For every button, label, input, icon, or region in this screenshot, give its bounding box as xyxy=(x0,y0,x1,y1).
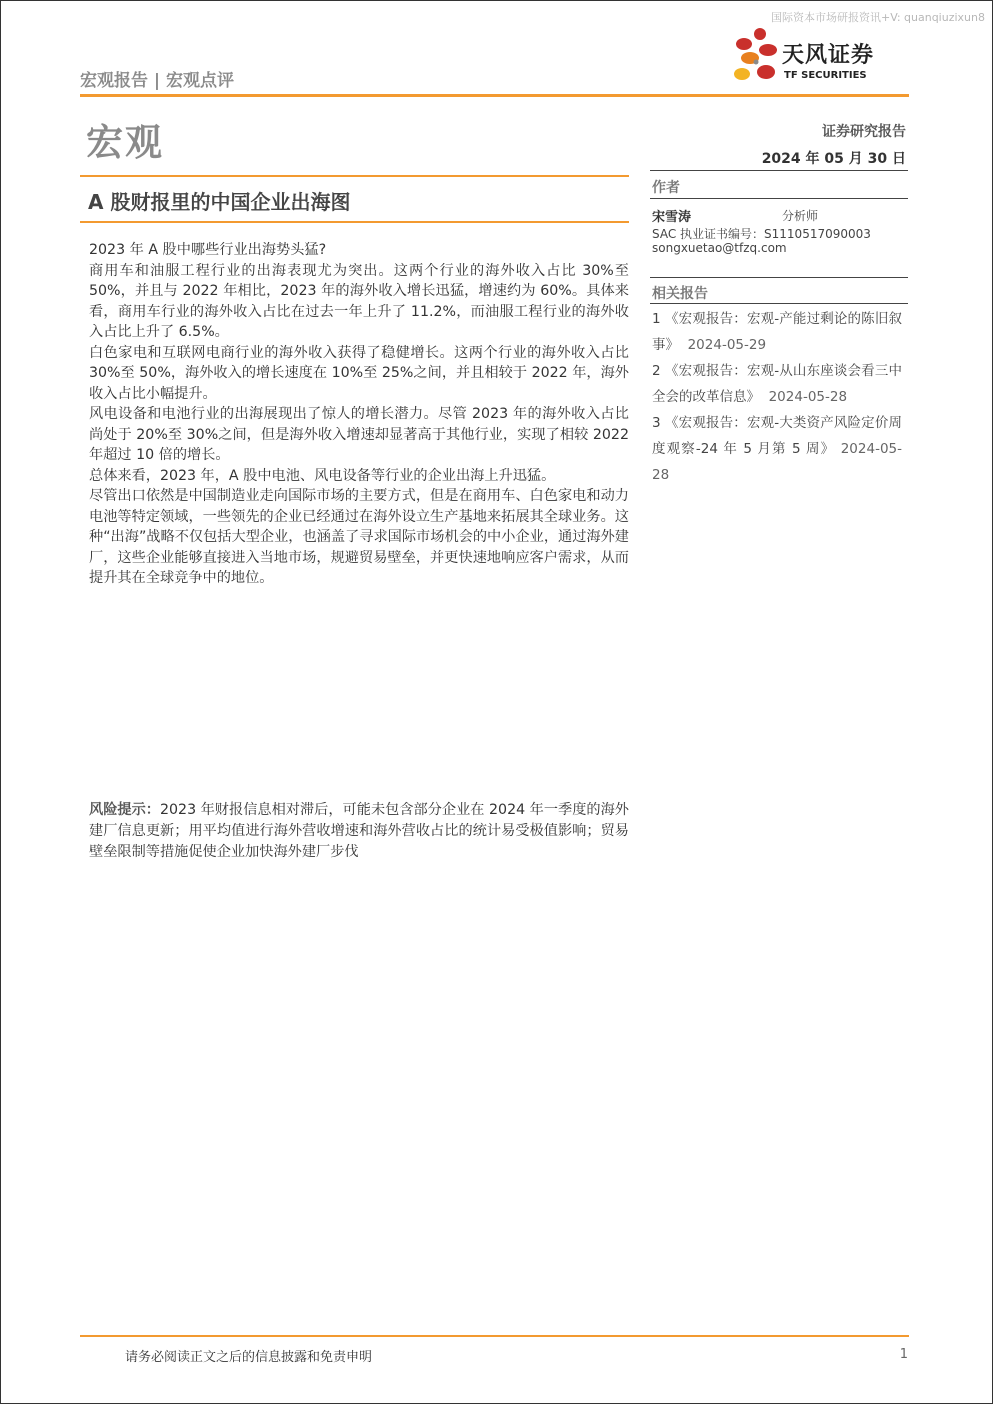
body-paragraph: 尽管出口依然是中国制造业走向国际市场的主要方式，但是在商用车、白色家电和动力电池等特定领域，一些领先的企业已经通过在海外设立生产基地来拓展其全球业务。这种“出海”战略不仅包括大型企业，也涵盖了寻求国际市场机会的中小企业，通过海外建厂，这些企业能够直接进入当地市场，规避贸易壁垒，并更快速地响应客户需求，从而提升其在全球竞争中的地位。 xyxy=(89,488,629,586)
body-paragraph: 白色家电和互联网电商行业的海外收入获得了稳健增长。这两个行业的海外收入占比 30%至 50%，海外收入的增长速度在 10%至 25%之间，并且相较于 2022 年，海外收入占比小幅提升。 xyxy=(89,344,629,402)
report-body xyxy=(89,240,629,589)
risk-warning xyxy=(89,800,629,863)
related-report-title: 2 《宏观报告：宏观-从山东座谈会看三中全会的改革信息》 xyxy=(652,363,902,405)
body-paragraph: 总体来看，2023 年，A 股中电池、风电设备等行业的企业出海上升迅猛。 xyxy=(89,467,556,484)
related-report-date: 2024-05-28 xyxy=(652,441,902,483)
related-bottom-divider xyxy=(650,303,908,304)
watermark-text: 国际资本市场研报资讯+V: quanqiuzixun8 xyxy=(770,11,985,24)
related-report-item[interactable] xyxy=(652,410,902,488)
logo-petals-icon xyxy=(730,24,782,88)
risk-text: 2023 年财报信息相对滞后，可能未包含部分企业在 2024 年一季度的海外建厂信息更新；用平均值进行海外营收增速和海外营收占比的统计易受极值影响；贸易壁垒限制等措施促使企业加快海外建厂步伐 xyxy=(89,802,629,860)
author-email[interactable]: songxuetao@tfzq.com xyxy=(652,241,787,255)
header-divider xyxy=(80,94,909,97)
body-paragraph: 2023 年 A 股中哪些行业出海势头猛? xyxy=(89,242,327,258)
related-report-date: 2024-05-29 xyxy=(687,337,767,353)
related-reports-list xyxy=(652,306,902,488)
logo-name-en: TF SECURITIES xyxy=(784,70,867,81)
report-date: 2024 年 05 月 30 日 xyxy=(761,151,906,167)
report-category: 宏观报告 | 宏观点评 xyxy=(80,71,235,91)
document-type: 证券研究报告 xyxy=(822,124,906,140)
author-heading: 作者 xyxy=(652,180,680,196)
related-report-date: 2024-05-28 xyxy=(768,389,848,405)
risk-label: 风险提示： xyxy=(89,802,160,818)
author-sac-number: SAC 执业证书编号：S1110517090003 xyxy=(652,227,871,241)
author-top-divider xyxy=(650,170,908,171)
footer-disclaimer: 请务必阅读正文之后的信息披露和免责申明 xyxy=(125,1350,373,1365)
related-report-item[interactable] xyxy=(652,306,902,358)
related-report-title: 1 《宏观报告：宏观-产能过剩论的陈旧叙事》 xyxy=(652,311,902,353)
related-top-divider xyxy=(650,277,908,278)
author-role: 分析师 xyxy=(782,209,819,223)
subtitle-top-divider xyxy=(80,175,629,177)
subtitle-bottom-divider xyxy=(80,221,629,223)
page-title: 宏观 xyxy=(86,121,164,164)
related-report-item[interactable] xyxy=(652,358,902,410)
body-paragraph: 风电设备和电池行业的出海展现出了惊人的增长潜力。尽管 2023 年的海外收入占比尚处于 20%至 30%之间，但是海外收入增速却显著高于其他行业，实现了相较 2022 年超过 10 倍的增长。 xyxy=(89,406,629,463)
related-report-title: 3 《宏观报告：宏观-大类资产风险定价周度观察-24 年 5 月第 5 周》 xyxy=(652,415,902,457)
tf-securities-logo xyxy=(730,24,910,88)
report-subtitle: A 股财报里的中国企业出海图 xyxy=(88,190,351,214)
logo-name-cn: 天风证券 xyxy=(782,43,875,68)
body-paragraph: 商用车和油服工程行业的出海表现尤为突出。这两个行业的海外收入占比 30%至 50%，并且与 2022 年相比，2023 年的海外收入增长迅猛，增速约为 60%。具体来看，商用车行业的海外收入占比在过去一年上升了 11.2%，而油服工程行业的海外收入占比上升了 6.5%。 xyxy=(89,262,629,340)
footer-divider xyxy=(80,1335,909,1337)
author-name: 宋雪涛 xyxy=(652,210,692,225)
related-reports-heading: 相关报告 xyxy=(652,286,708,302)
author-bottom-divider xyxy=(650,198,908,199)
page-number: 1 xyxy=(899,1347,908,1362)
